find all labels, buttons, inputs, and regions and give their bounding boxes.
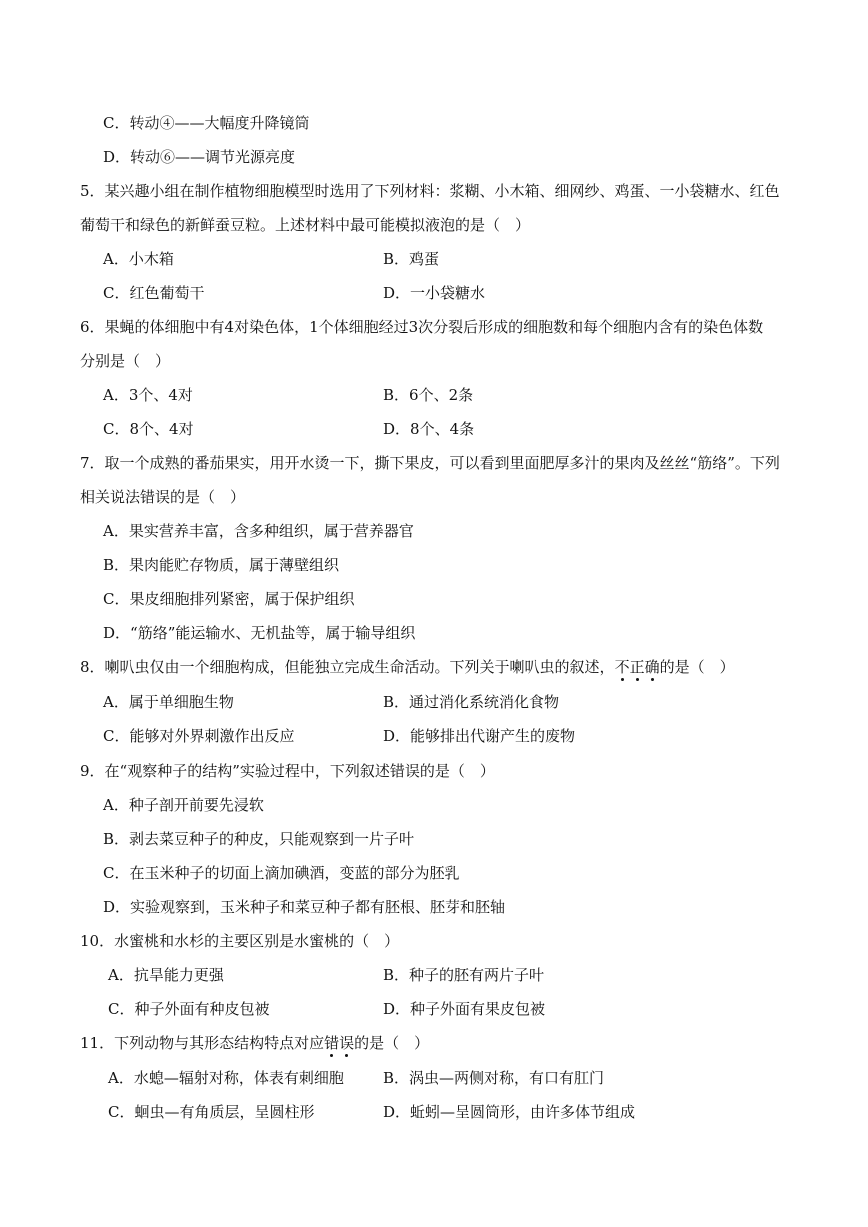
q11-stem [80, 1033, 429, 1053]
q5-stem-line1: 5．某兴趣小组在制作植物细胞模型时选用了下列材料：浆糊、小木箱、细网纱、鸡蛋、一小袋糖水、红色 [80, 182, 780, 200]
q5-option-c: C．红色葡萄干 [103, 284, 205, 302]
emphasis-char: 误 [339, 1034, 355, 1052]
q8-stem [80, 657, 735, 677]
q10-stem: 10．水蜜桃和水杉的主要区别是水蜜桃的（ ） [80, 932, 400, 950]
q10-option-b: B．种子的胚有两片子叶 [383, 966, 545, 984]
q6-stem-line2: 分别是（ ） [80, 352, 171, 370]
q4-option-d: D．转动⑥——调节光源亮度 [103, 148, 296, 166]
q9-option-a: A．种子剖开前要先浸软 [103, 796, 264, 814]
q6-stem-line1: 6．果蝇的体细胞中有4对染色体，1个体细胞经过3次分裂后形成的细胞数和每个细胞内含有的染色体数 [80, 318, 764, 336]
q11-stem-end: 的是（ ） [354, 1034, 430, 1052]
q11-option-d: D．蚯蚓—呈圆筒形，由许多体节组成 [383, 1103, 636, 1121]
q5-option-a: A．小木箱 [103, 250, 174, 268]
q10-option-d: D．种子外面有果皮包被 [383, 1000, 546, 1018]
q6-option-b: B．6个、2条 [383, 386, 474, 404]
q9-option-d: D．实验观察到，玉米种子和菜豆种子都有胚根、胚芽和胚轴 [103, 898, 506, 916]
q9-stem: 9．在“观察种子的结构”实验过程中，下列叙述错误的是（ ） [80, 762, 495, 780]
q8-option-b: B．通过消化系统消化食物 [383, 693, 560, 711]
q9-option-b: B．剥去菜豆种子的种皮，只能观察到一片子叶 [103, 830, 415, 848]
q8-option-d: D．能够排出代谢产生的废物 [383, 727, 576, 745]
q4-option-c: C．转动④——大幅度升降镜筒 [103, 114, 310, 132]
q11-option-b: B．涡虫—两侧对称，有口有肛门 [383, 1069, 605, 1087]
q11-option-a: A．水螅—辐射对称，体表有刺细胞 [108, 1069, 344, 1087]
emphasis-char: 错 [324, 1034, 340, 1052]
q7-option-a: A．果实营养丰富，含多种组织，属于营养器官 [103, 522, 414, 540]
q8-stem-text: 8．喇叭虫仅由一个细胞构成，但能独立完成生命活动。下列关于喇叭虫的叙述， [80, 658, 615, 676]
q8-option-c: C．能够对外界刺激作出反应 [103, 727, 295, 745]
q5-option-d: D．一小袋糖水 [383, 284, 486, 302]
q10-option-a: A．抗旱能力更强 [108, 966, 224, 984]
q6-option-a: A．3个、4对 [103, 386, 193, 404]
q7-option-c: C．果皮细胞排列紧密，属于保护组织 [103, 590, 355, 608]
q11-option-c: C．蛔虫—有角质层，呈圆柱形 [108, 1103, 315, 1121]
emphasis-char: 不 [614, 658, 630, 676]
q7-option-d: D．“筋络”能运输水、无机盐等，属于输导组织 [103, 624, 416, 642]
q11-stem-text: 11．下列动物与其形态结构特点对应 [80, 1034, 325, 1052]
q7-stem-line2: 相关说法错误的是（ ） [80, 488, 246, 506]
q10-option-c: C．种子外面有种皮包被 [108, 1000, 270, 1018]
q8-stem-end: 的是（ ） [659, 658, 735, 676]
q8-option-a: A．属于单细胞生物 [103, 693, 234, 711]
q5-option-b: B．鸡蛋 [383, 250, 440, 268]
q9-option-c: C．在玉米种子的切面上滴加碘酒，变蓝的部分为胚乳 [103, 864, 460, 882]
q5-stem-line2: 葡萄干和绿色的新鲜蚕豆粒。上述材料中最可能模拟液泡的是（ ） [80, 216, 531, 234]
emphasis-char: 正 [629, 658, 645, 676]
q6-option-c: C．8个、4对 [103, 420, 194, 438]
q7-option-b: B．果肉能贮存物质，属于薄壁组织 [103, 556, 340, 574]
q6-option-d: D．8个、4条 [383, 420, 475, 438]
q7-stem-line1: 7．取一个成熟的番茄果实，用开水烫一下，撕下果皮，可以看到里面肥厚多汁的果肉及丝丝“筋络”。下列 [80, 454, 780, 472]
emphasis-char: 确 [644, 658, 660, 676]
